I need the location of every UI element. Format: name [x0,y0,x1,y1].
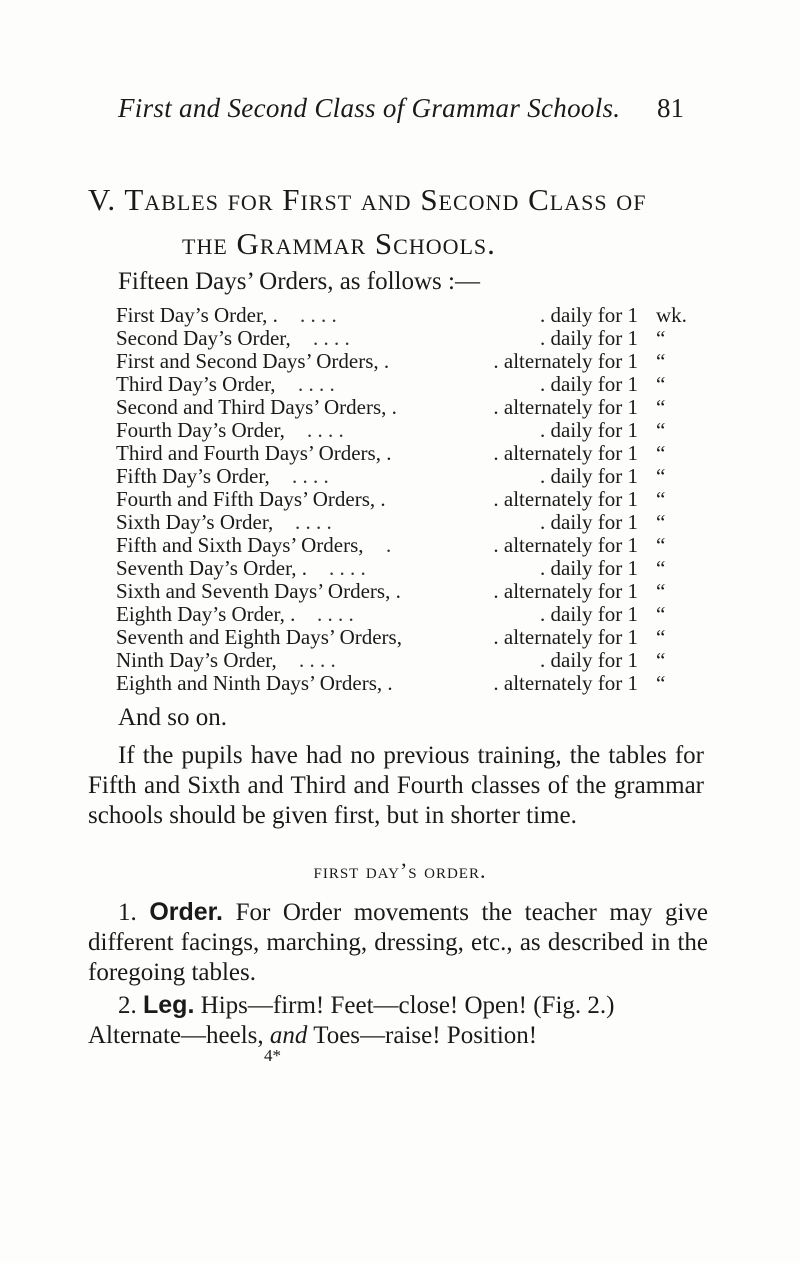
order-frequency: . alternately for 1 [493,441,638,465]
order-frequency: . daily for 1 [540,602,638,626]
order-frequency: . daily for 1 [540,648,638,672]
order-leader-dots: . . . . [317,602,354,626]
item-2-text-b: Toes—raise! Position! [313,1022,538,1049]
item-2-text-italic: and [269,1022,308,1049]
order-row [116,488,716,511]
order-row [116,534,716,557]
body-paragraph [88,741,704,831]
order-row [116,327,716,350]
order-name: Second and Third Days’ Orders, . [116,395,397,419]
item-1-text: For Order movements the teacher may give different facings, marching, dressing, etc., as described in the foregoing tables. [88,899,709,986]
order-frequency: . daily for 1 [540,510,638,534]
running-head-title: First and Second Class of Grammar Schools. [118,93,621,123]
item-2-number: 2. [118,992,137,1019]
item-2-keyword: Leg. [143,991,195,1019]
order-row [116,557,716,580]
body-paragraph-text: If the pupils have had no previous training, the tables for Fifth and Sixth and Third and Fourth classes of the grammar schools should be given first, but in shorter time. [88,742,704,829]
order-row [116,603,716,626]
order-name: Fourth Day’s Order, [116,418,285,442]
order-frequency: . alternately for 1 [493,533,638,557]
order-row [116,373,716,396]
order-name: Second Day’s Order, [116,326,291,350]
order-unit: “ [656,602,666,626]
order-frequency: . alternately for 1 [493,579,638,603]
order-name: Third and Fourth Days’ Orders, . [116,441,392,465]
order-name: First Day’s Order, . [116,303,278,327]
order-unit: “ [656,487,666,511]
order-leader-dots: . . . . [329,556,366,580]
order-frequency: . alternately for 1 [493,625,638,649]
order-name: Eighth Day’s Order, . [116,602,296,626]
order-unit: “ [656,533,666,557]
chapter-heading [88,178,728,266]
order-row [116,442,716,465]
exercise-item-2 [88,990,708,1051]
order-frequency: . daily for 1 [540,418,638,442]
order-unit: “ [656,648,666,672]
order-leader-dots: . . . . [307,418,344,442]
order-unit: “ [656,671,666,695]
item-1-keyword: Order. [149,898,223,926]
order-name: Third Day’s Order, [116,372,276,396]
chapter-heading-line-1: V. Tables for First and Second Class of [88,182,647,217]
order-unit: “ [656,395,666,419]
order-unit: “ [656,510,666,534]
order-name: Seventh Day’s Order, . [116,556,308,580]
page-number: 81 [657,93,684,123]
item-1-number: 1. [118,899,137,926]
order-unit: “ [656,441,666,465]
order-row [116,626,716,649]
order-unit: “ [656,556,666,580]
order-row [116,511,716,534]
order-name: Seventh and Eighth Days’ Orders, [116,625,402,649]
chapter-heading-line-2: the Grammar Schools. [182,226,496,261]
signature-mark: 4* [264,1046,281,1065]
order-frequency: . daily for 1 [540,326,638,350]
order-row [116,419,716,442]
orders-intro: Fifteen Days’ Orders, as follows :— [118,268,480,295]
order-unit: “ [656,579,666,603]
and-so-on: And so on. [118,704,228,731]
order-row [116,672,716,695]
order-leader-dots: . . . . [313,326,350,350]
order-unit: “ [656,326,666,350]
order-row [116,350,716,373]
order-unit: “ [656,349,666,373]
order-leader-dots: . . . . [295,510,332,534]
order-unit: “ [656,625,666,649]
order-frequency: . alternately for 1 [493,349,638,373]
order-name: Sixth and Seventh Days’ Orders, . [116,579,401,603]
order-row [116,465,716,488]
order-leader-dots: . . . . [292,464,329,488]
order-name: First and Second Days’ Orders, . [116,349,390,373]
order-name: Sixth Day’s Order, [116,510,274,534]
item-2-text-a: Hips—firm! Feet—close! Open! (Fig. 2.) Alternate—heels, [88,992,615,1049]
order-frequency: . alternately for 1 [493,487,638,511]
running-head [118,93,684,129]
order-frequency: . daily for 1 [540,556,638,580]
order-leader-dots: . . . . [299,648,336,672]
order-row [116,304,716,327]
order-row [116,649,716,672]
order-frequency: . alternately for 1 [493,395,638,419]
order-name: Ninth Day’s Order, [116,648,277,672]
order-unit: “ [656,464,666,488]
order-row [116,580,716,603]
order-name: Eighth and Ninth Days’ Orders, . [116,671,393,695]
section-subheading: first day’s order. [313,858,487,883]
order-row [116,396,716,419]
order-frequency: . daily for 1 [540,464,638,488]
order-leader-dots: . [386,533,392,557]
order-frequency: . daily for 1 [540,303,638,327]
order-leader-dots: . . . . [300,303,337,327]
order-unit: wk. [656,303,687,327]
orders-table [116,304,716,695]
order-leader-dots: . . . . [298,372,335,396]
order-unit: “ [656,372,666,396]
order-name: Fourth and Fifth Days’ Orders, . [116,487,386,511]
exercise-item-1 [88,897,708,988]
order-frequency: . daily for 1 [540,372,638,396]
order-name: Fifth Day’s Order, [116,464,270,488]
order-frequency: . alternately for 1 [493,671,638,695]
order-name: Fifth and Sixth Days’ Orders, [116,533,364,557]
order-unit: “ [656,418,666,442]
